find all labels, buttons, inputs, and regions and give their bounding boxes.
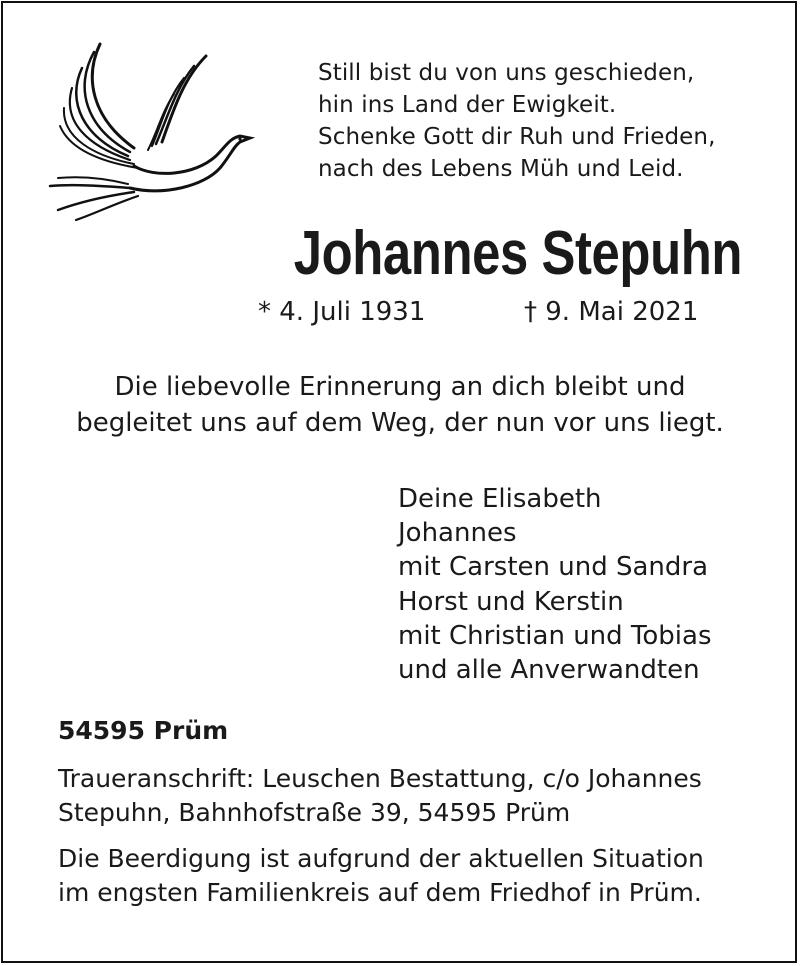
- family-line: Horst und Kerstin: [398, 586, 624, 617]
- birth-date: * 4. Juli 1931: [258, 297, 426, 327]
- memory-line: begleitet uns auf dem Weg, der nun vor uns liegt.: [76, 408, 724, 438]
- family-line: mit Carsten und Sandra: [398, 552, 709, 583]
- poem-line: Still bist du von uns geschieden,: [318, 60, 695, 86]
- address-text: [58, 762, 702, 830]
- dove-icon: [44, 38, 258, 224]
- address-line: Stepuhn, Bahnhofstraße 39, 54595 Prüm: [58, 798, 571, 827]
- family-list: [398, 482, 712, 687]
- poem-line: Schenke Gott dir Ruh und Frieden,: [318, 124, 716, 150]
- funeral-line: im engsten Familienkreis auf dem Friedhof in Prüm.: [58, 878, 702, 907]
- memory-line: Die liebevolle Erinnerung an dich bleibt und: [114, 372, 686, 402]
- family-line: und alle Anverwandten: [398, 655, 700, 686]
- family-line: mit Christian und Tobias: [398, 620, 712, 651]
- family-line: Deine Elisabeth: [398, 484, 602, 514]
- family-line: Johannes: [398, 518, 517, 549]
- memory-text: [0, 369, 800, 441]
- poem: [318, 57, 715, 185]
- poem-line: nach des Lebens Müh und Leid.: [318, 156, 684, 182]
- address-line: Traueranschrift: Leuschen Bestattung, c/o Johannes: [58, 764, 702, 793]
- deceased-name: Johannes Stepuhn: [293, 219, 742, 288]
- funeral-text: [58, 842, 704, 910]
- death-date: † 9. Mai 2021: [524, 297, 699, 327]
- city-heading: 54595 Prüm: [58, 716, 229, 745]
- poem-line: hin ins Land der Ewigkeit.: [318, 92, 617, 118]
- funeral-line: Die Beerdigung ist aufgrund der aktuellen Situation: [58, 844, 704, 873]
